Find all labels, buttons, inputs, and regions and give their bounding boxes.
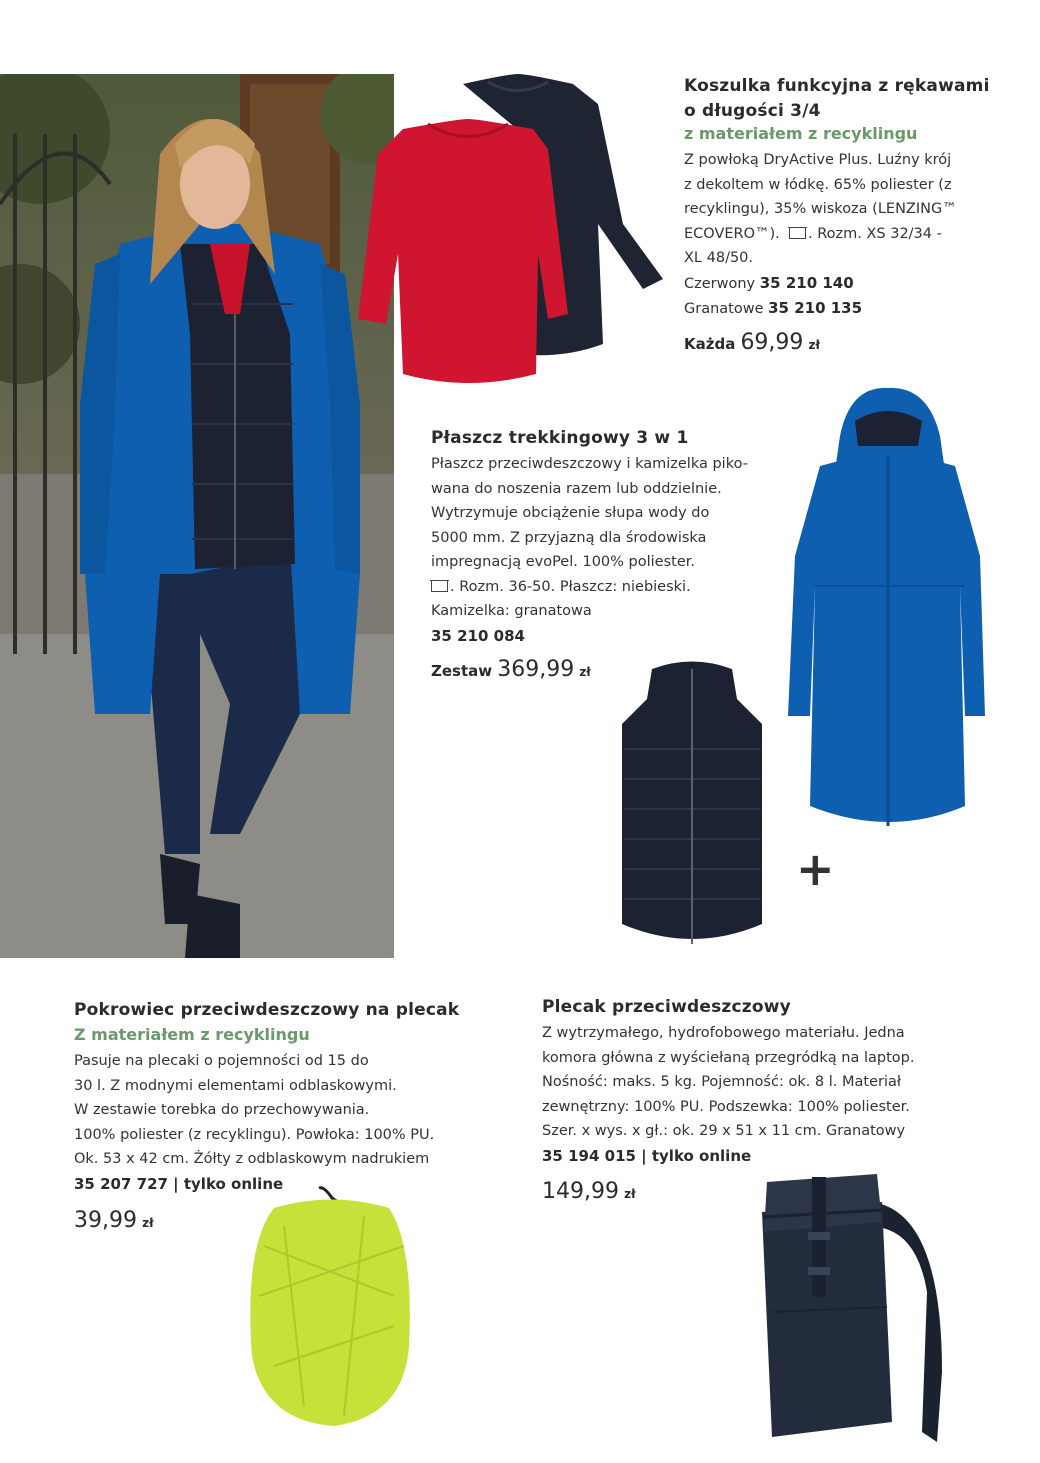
price-value: 69,99 bbox=[740, 330, 804, 355]
coat-image bbox=[770, 386, 1004, 838]
vest-image bbox=[612, 654, 774, 954]
product4-desc-line4: zewnętrzny: 100% PU. Podszewka: 100% poliester. bbox=[542, 1098, 910, 1115]
product1-title-line2: o długości 3/4 bbox=[684, 101, 821, 121]
product4-desc-line1: Z wytrzymałego, hydrofobowego materiału. Jedna bbox=[542, 1025, 905, 1041]
product2-price bbox=[431, 657, 591, 682]
product1-variant-navy bbox=[684, 296, 957, 322]
price-label: Zestaw bbox=[431, 662, 493, 680]
price-currency: zł bbox=[624, 1187, 636, 1201]
product1-title-line1: Koszulka funkcyjna z rękawami bbox=[684, 76, 990, 96]
price-currency: zł bbox=[142, 1216, 154, 1230]
price-currency: zł bbox=[579, 665, 591, 679]
product3-sku: 35 207 727 | tylko online bbox=[74, 1174, 284, 1193]
product1-desc-line5: XL 48/50. bbox=[684, 250, 754, 266]
product3-description bbox=[74, 1049, 434, 1196]
variant-color: Czerwony bbox=[684, 275, 756, 292]
shirt-image bbox=[358, 74, 664, 392]
product3-tagline: Z materiałem z recyklingu bbox=[74, 1025, 310, 1044]
model-photo bbox=[0, 74, 394, 958]
product1-title bbox=[684, 74, 990, 124]
product2-title: Płaszcz trekkingowy 3 w 1 bbox=[431, 428, 689, 448]
product4-desc-line5: Szer. x wys. x gł.: ok. 29 x 51 x 11 cm. Granatowy bbox=[542, 1123, 906, 1139]
product4-price bbox=[542, 1179, 636, 1204]
product2-desc-line6-text: . Rozm. 36-50. Płaszcz: niebieski. bbox=[450, 578, 691, 595]
price-value: 369,99 bbox=[497, 657, 575, 682]
product1-desc-line4a: ECOVERO™). bbox=[684, 225, 780, 242]
product2-desc-line2: wana do noszenia razem lub oddzielnie. bbox=[431, 480, 722, 497]
product2-desc-line3: Wytrzymuje obciążenie słupa wody do bbox=[431, 505, 710, 521]
product3-desc-line5: Ok. 53 x 42 cm. Żółty z odblaskowym nadrukiem bbox=[74, 1151, 430, 1167]
wash-icon bbox=[431, 580, 448, 592]
product1-tagline: z materiałem z recyklingu bbox=[684, 124, 918, 143]
variant-sku: 35 210 135 bbox=[768, 299, 863, 317]
price-currency: zł bbox=[808, 338, 820, 352]
variant-color: Granatowe bbox=[684, 301, 764, 317]
price-label: Każda bbox=[684, 335, 736, 353]
product1-desc-line3: recyklingu), 35% wiskoza (LENZING™ bbox=[684, 201, 957, 217]
product4-description bbox=[542, 1021, 914, 1168]
product3-title: Pokrowiec przeciwdeszczowy na plecak bbox=[74, 1000, 460, 1020]
price-value: 39,99 bbox=[74, 1208, 137, 1233]
product4-desc-line2: komora główna z wyściełaną przegródką na laptop. bbox=[542, 1049, 915, 1066]
product2-sku: 35 210 084 bbox=[431, 626, 525, 645]
product2-desc-line6 bbox=[431, 575, 748, 600]
product4-desc-line3: Nośność: maks. 5 kg. Pojemność: ok. 8 l. Materiał bbox=[542, 1074, 902, 1090]
backpack-image bbox=[742, 1172, 952, 1444]
product3-desc-line3: W zestawie torebka do przechowywania. bbox=[74, 1102, 370, 1118]
product3-desc-line4: 100% poliester (z recyklingu). Powłoka: 100% PU. bbox=[74, 1126, 435, 1143]
product4-title: Plecak przeciwdeszczowy bbox=[542, 997, 791, 1017]
product1-description bbox=[684, 148, 957, 322]
product2-desc-line5: impregnacją evoPel. 100% poliester. bbox=[431, 554, 695, 570]
product1-price bbox=[684, 330, 820, 355]
product2-desc-line1: Płaszcz przeciwdeszczowy i kamizelka piko- bbox=[431, 456, 748, 472]
product1-variant-red bbox=[684, 271, 957, 297]
product1-desc-line4b: . Rozm. XS 32/34 - bbox=[808, 225, 942, 242]
product1-desc-line4 bbox=[684, 222, 957, 247]
product2-desc-line7: Kamizelka: granatowa bbox=[431, 603, 592, 619]
product3-desc-line2: 30 l. Z modnymi elementami odblaskowymi. bbox=[74, 1077, 397, 1094]
wash-icon bbox=[789, 227, 806, 239]
product3-desc-line1: Pasuje na plecaki o pojemności od 15 do bbox=[74, 1053, 369, 1069]
product3-price bbox=[74, 1208, 154, 1233]
product2-desc-line4: 5000 mm. Z przyjazną dla środowiska bbox=[431, 529, 707, 546]
product1-desc-line2: z dekoltem w łódkę. 65% poliester (z bbox=[684, 176, 952, 193]
variant-sku: 35 210 140 bbox=[759, 273, 854, 292]
plus-icon: + bbox=[796, 842, 835, 896]
rain-cover-image bbox=[244, 1186, 420, 1432]
product4-sku: 35 194 015 | tylko online bbox=[542, 1146, 752, 1165]
price-value: 149,99 bbox=[542, 1179, 619, 1204]
product2-description bbox=[431, 452, 748, 648]
product1-desc-line1: Z powłoką DryActive Plus. Luźny krój bbox=[684, 152, 952, 168]
